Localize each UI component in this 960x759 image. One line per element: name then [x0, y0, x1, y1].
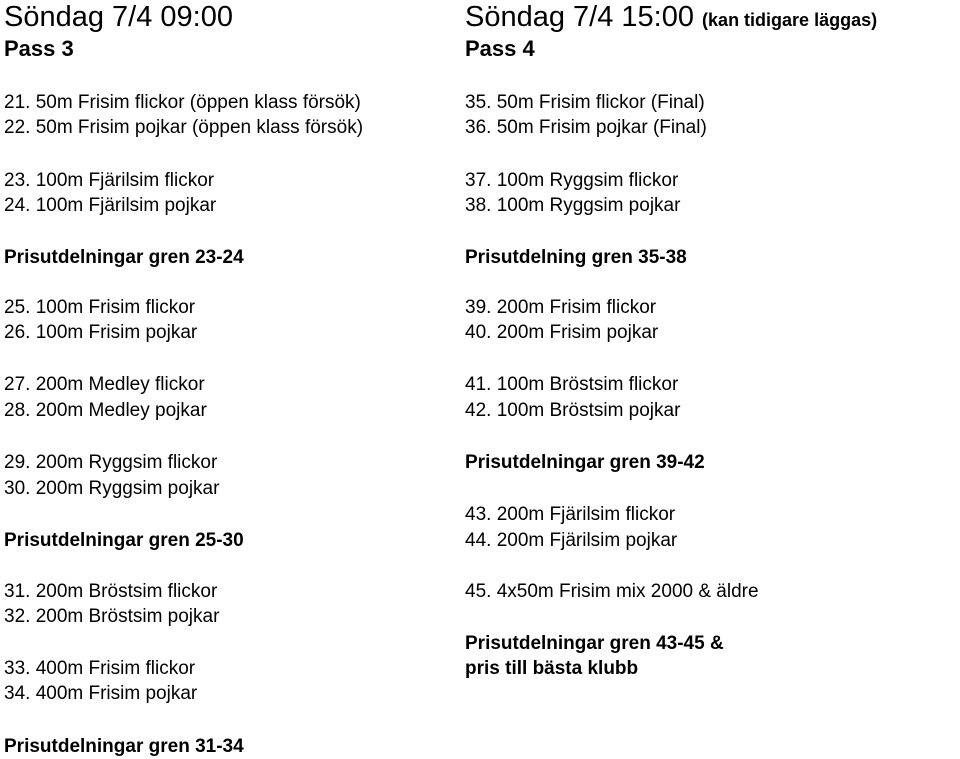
event-item: 34. 400m Frisim pojkar	[4, 683, 198, 704]
day-heading	[465, 3, 877, 32]
event-item: 29. 200m Ryggsim flickor	[4, 452, 218, 473]
event-item: 40. 200m Frisim pojkar	[465, 322, 659, 343]
event-item: 25. 100m Frisim flickor	[4, 297, 196, 318]
event-item: 22. 50m Frisim pojkar (öppen klass försök)	[4, 117, 364, 138]
day-heading: Söndag 7/4 09:00	[4, 1, 233, 33]
prize-ceremony-note: Prisutdelningar gren 25-30	[4, 530, 244, 551]
prize-ceremony-note: Prisutdelningar gren 23-24	[4, 247, 244, 268]
day-heading-note: (kan tidigare läggas)	[702, 10, 878, 30]
event-item: 44. 200m Fjärilsim pojkar	[465, 530, 678, 551]
event-item: 33. 400m Frisim flickor	[4, 658, 196, 679]
event-item: 30. 200m Ryggsim pojkar	[4, 478, 220, 499]
event-item: 31. 200m Bröstsim flickor	[4, 581, 218, 602]
event-item: 35. 50m Frisim flickor (Final)	[465, 92, 705, 113]
event-item: 39. 200m Frisim flickor	[465, 297, 657, 318]
prize-ceremony-note: Prisutdelningar gren 43-45 &	[465, 633, 724, 654]
event-item: 38. 100m Ryggsim pojkar	[465, 195, 681, 216]
event-item: 27. 200m Medley flickor	[4, 374, 205, 395]
event-item: 43. 200m Fjärilsim flickor	[465, 504, 676, 525]
event-item: 26. 100m Frisim pojkar	[4, 322, 198, 343]
event-item: 42. 100m Bröstsim pojkar	[465, 400, 681, 421]
session-heading: Pass 3	[4, 36, 74, 61]
event-item: 37. 100m Ryggsim flickor	[465, 170, 679, 191]
event-item: 32. 200m Bröstsim pojkar	[4, 606, 220, 627]
prize-ceremony-note: Prisutdelningar gren 39-42	[465, 452, 705, 473]
prize-ceremony-note: Prisutdelning gren 35-38	[465, 247, 687, 268]
event-item: 28. 200m Medley pojkar	[4, 400, 207, 421]
prize-ceremony-note: pris till bästa klubb	[465, 658, 639, 679]
session-heading: Pass 4	[465, 36, 535, 61]
event-item: 45. 4x50m Frisim mix 2000 & äldre	[465, 581, 759, 602]
event-item: 36. 50m Frisim pojkar (Final)	[465, 117, 707, 138]
event-item: 41. 100m Bröstsim flickor	[465, 374, 679, 395]
event-item: 21. 50m Frisim flickor (öppen klass försök)	[4, 92, 361, 113]
event-item: 23. 100m Fjärilsim flickor	[4, 170, 215, 191]
day-heading-text: Söndag 7/4 15:00	[465, 1, 694, 33]
prize-ceremony-note: Prisutdelningar gren 31-34	[4, 736, 244, 757]
event-item: 24. 100m Fjärilsim pojkar	[4, 195, 217, 216]
